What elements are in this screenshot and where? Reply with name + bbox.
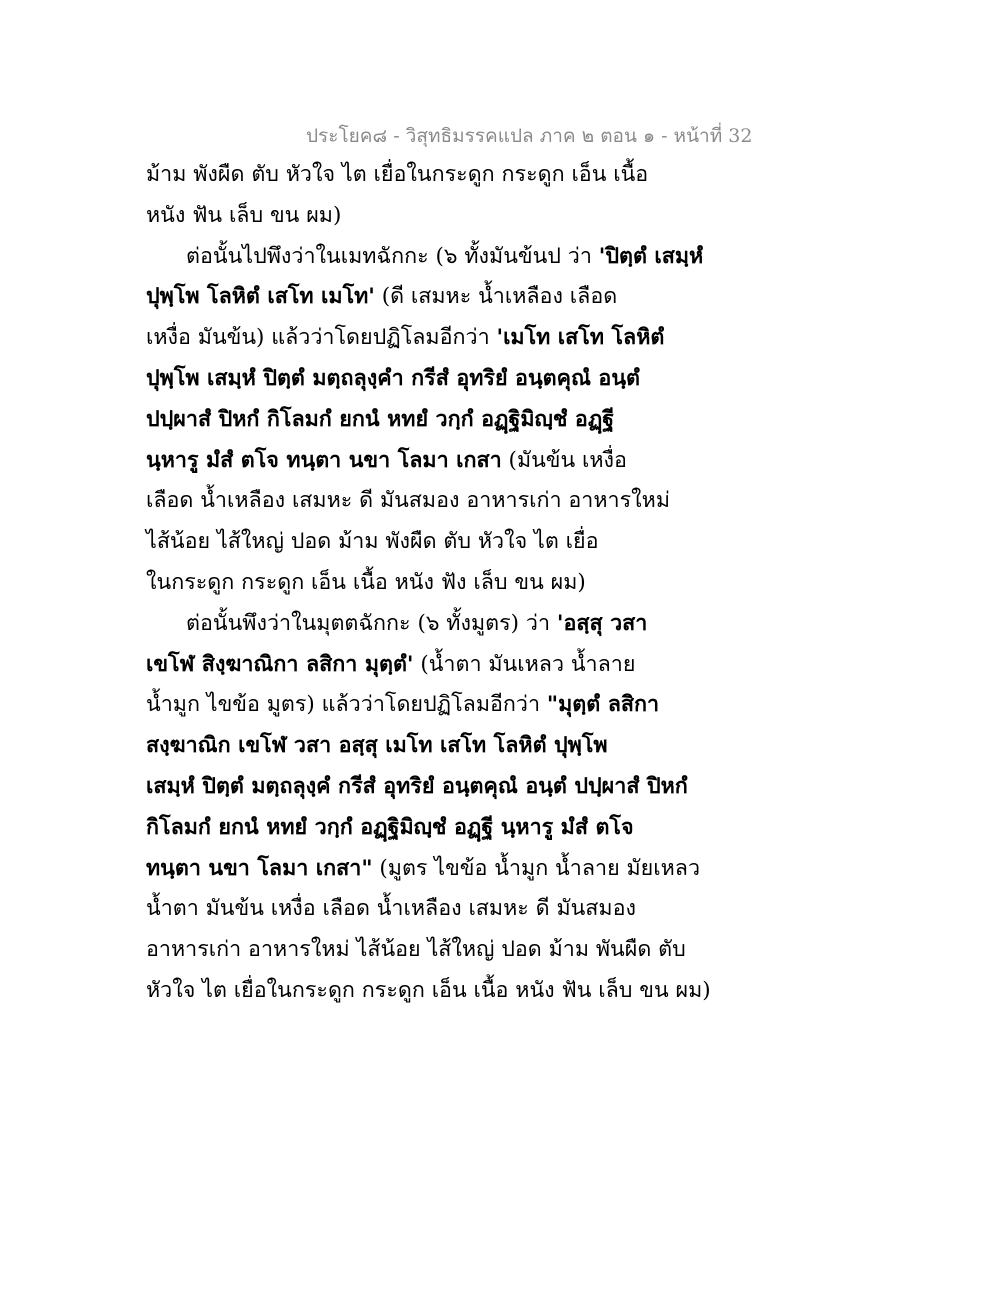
pali-text-segment: ทนฺตา นขา โลมา เกสา" [146, 855, 373, 881]
text-line [146, 237, 706, 278]
thai-text-segment: อาหารเก่า อาหารใหม่ ไส้น้อย ไส้ใหญ่ ปอด ม้าม พันผืด ตับ [146, 937, 686, 963]
text-line [146, 481, 706, 522]
text-line [146, 971, 711, 1012]
text-line [146, 277, 706, 318]
text-line [146, 563, 706, 604]
pali-text-segment: ปปฺผาสํ ปิหกํ กิโลมกํ ยกนํ หทยํ วกฺกํ อฏฺฐิมิญฺชํ อฏฺฐี [146, 406, 615, 432]
pali-text-segment: นฺหารู มํสํ ตโจ ทนฺตา นขา โลมา เกสา [146, 447, 502, 473]
pali-text-segment: ปุพฺโพ โลหิตํ เสโท เมโท' [146, 284, 375, 310]
text-line [146, 318, 706, 359]
text-line [146, 359, 706, 400]
thai-text-segment: เลือด น้ำเหลือง เสมหะ ดี มันสมอง อาหารเก่า อาหารใหม่ [146, 488, 671, 514]
text-line [146, 808, 706, 849]
thai-text-segment: น้ำมูก ไขข้อ มูตร) แล้วว่าโดยปฏิโลมอีกว่า [146, 692, 547, 718]
text-line [146, 930, 706, 971]
text-line [146, 196, 706, 237]
pali-text-segment: สงฺฆาณิก เขโฬ วสา อสฺสุ เมโท เสโท โลหิตํ ปุพฺโพ [146, 733, 608, 759]
pali-text-segment: "มุตฺตํ ลสิกา [546, 692, 660, 718]
text-line [146, 604, 706, 645]
text-line [146, 441, 706, 482]
thai-text-segment: ต่อนั้นพึงว่าในมุตตฉักกะ (๖ ทั้งมูตร) ว่า [186, 610, 557, 636]
thai-text-segment: ในกระดูก กระดูก เอ็น เนื้อ หนัง ฟัง เล็บ ขน ผม) [146, 569, 586, 595]
text-line [146, 522, 706, 563]
thai-text-segment: หนัง ฟัน เล็บ ขน ผม) [146, 202, 342, 228]
pali-text-segment: ปุพฺโพ เสมฺหํ ปิตฺตํ มตฺถลุงฺคํา กรีสํ อุทริยํ อนฺตคุณํ อนฺตํ [146, 365, 640, 391]
pali-text-segment: กิโลมกํ ยกนํ หทยํ วกฺกํ อฏฺฐิมิญฺชํ อฏฺฐี นฺหารู มํสํ ตโจ [146, 814, 634, 840]
pali-text-segment: 'อสฺสุ วสา [556, 610, 648, 636]
text-line [146, 155, 706, 196]
body-text [146, 155, 711, 1012]
thai-text-segment: (ดี เสมหะ น้ำเหลือง เลือด [374, 284, 618, 310]
text-line [146, 645, 706, 686]
pali-text-segment: เสมฺหํ ปิตฺตํ มตฺถลุงฺคํ กรีสํ อุทริยํ อนฺตคุณํ อนฺตํ ปปฺผาสํ ปิหกํ [146, 773, 688, 799]
pali-text-segment: เขโฬ สิงฺฆาณิกา ลสิกา มุตฺตํ' [146, 651, 414, 677]
page-header: ประโยค๘ - วิสุทธิมรรคแปล ภาค ๒ ตอน ๑ - หน้าที่ 32 [306, 125, 753, 147]
thai-text-segment: เหงื่อ มันข้น) แล้วว่าโดยปฏิโลมอีกว่า [146, 325, 497, 351]
text-line [146, 400, 706, 441]
thai-text-segment: ม้าม พังผืด ตับ หัวใจ ไต เยื่อในกระดูก กระดูก เอ็น เนื้อ [146, 162, 649, 187]
thai-text-segment: (น้ำตา มันเหลว น้ำลาย [413, 651, 636, 677]
pali-text-segment: 'เมโท เสโท โลหิตํ [496, 325, 665, 351]
thai-text-segment: (มันข้น เหงื่อ [501, 447, 627, 473]
text-line [146, 889, 706, 930]
thai-text-segment: หัวใจ ไต เยื่อในกระดูก กระดูก เอ็น เนื้อ หนัง ฟัน เล็บ ขน ผม) [146, 977, 711, 1003]
thai-text-segment: ไส้น้อย ไส้ใหญ่ ปอด ม้าม พังผืด ตับ หัวใจ ไต เยื่อ [146, 529, 599, 555]
text-line [146, 685, 706, 726]
thai-text-segment: ต่อนั้นไปพึงว่าในเมทฉักกะ (๖ ทั้งมันข้นป ว่า [186, 243, 599, 269]
thai-text-segment: น้ำตา มันข้น เหงื่อ เลือด น้ำเหลือง เสมหะ ดี มันสมอง [146, 896, 637, 922]
thai-text-segment: (มูตร ไขข้อ น้ำมูก น้ำลาย มัยเหลว [372, 855, 701, 881]
text-line [146, 849, 706, 890]
pali-text-segment: 'ปิตฺตํ เสมฺหํ [598, 243, 704, 269]
text-line [146, 726, 706, 767]
text-line [146, 767, 706, 808]
